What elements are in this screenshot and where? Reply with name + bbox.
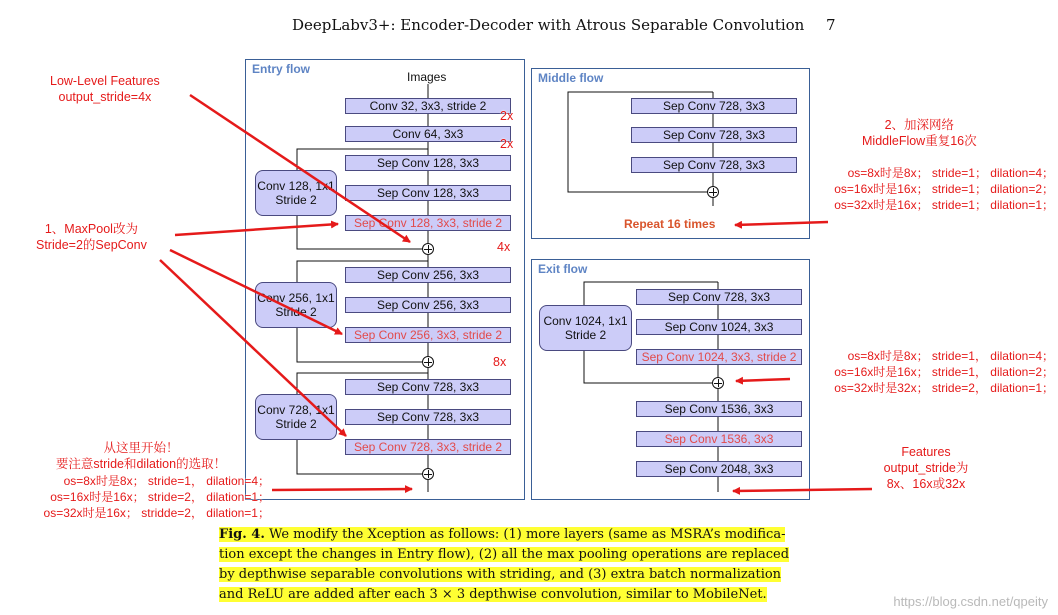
low-level-annotation xyxy=(50,73,160,105)
side-block-line2: Stride 2 xyxy=(275,193,317,207)
annotation-line: os=32x时是32x； stride=2， dilation=1； xyxy=(834,381,1054,395)
annotation-line: output_stride为 xyxy=(883,461,969,475)
entry-flow-title: Entry flow xyxy=(252,62,311,76)
exit-block: Sep Conv 1536, 3x3 xyxy=(636,431,802,447)
middle-block: Sep Conv 728, 3x3 xyxy=(631,98,797,114)
watermark: https://blog.csdn.net/qpeity xyxy=(893,594,1048,609)
caption-line: We modify the Xception as follows: (1) more layers (same as MSRA’s modifica- xyxy=(264,527,786,542)
annotation-line: Features xyxy=(901,445,951,459)
annotation-line: os=8x时是8x； stride=1， dilation=4； xyxy=(847,349,1054,363)
exit-block: Sep Conv 1536, 3x3 xyxy=(636,401,802,417)
side-block-line2: Stride 2 xyxy=(275,417,317,431)
stride-mark: 2x xyxy=(500,109,514,123)
entry-block: Sep Conv 256, 3x3 xyxy=(345,297,511,313)
caption-label: Fig. 4. xyxy=(219,527,265,542)
stride-mark: 8x xyxy=(493,355,507,369)
middle-block: Sep Conv 728, 3x3 xyxy=(631,157,797,173)
annotation-line: 1、MaxPool改为 xyxy=(44,222,138,236)
side-block-line1: Conv 728, 1x1 xyxy=(257,403,335,417)
paper-title: DeepLabv3+: Encoder-Decoder with Atrous Separable Convolution xyxy=(292,16,805,34)
exit-rates-annotation xyxy=(803,348,1054,396)
annotation-line: 8x、16x或32x xyxy=(886,477,966,491)
annotation-line: 要注意stride和dilation的选取！ xyxy=(55,457,227,471)
annotation-line: Low-Level Features xyxy=(50,74,160,88)
stride-mark: 2x xyxy=(500,137,514,151)
caption-line: tion except the changes in Entry flow), (2) all the max pooling operations are replaced xyxy=(219,547,790,562)
annotation-line: output_stride=4x xyxy=(58,90,152,104)
annotation-line: Stride=2的SepConv xyxy=(36,238,147,252)
start-here-annotation xyxy=(36,440,246,472)
side-block-line1: Conv 256, 1x1 xyxy=(257,291,335,305)
annotation-line: MiddleFlow重复16次 xyxy=(862,134,977,148)
features-annotation xyxy=(872,444,980,492)
annotation-line: os=16x时是16x； stride=2， dilation=1； xyxy=(50,490,270,504)
exit-block: Sep Conv 728, 3x3 xyxy=(636,289,802,305)
entry-block: Sep Conv 728, 3x3, stride 2 xyxy=(345,439,511,455)
side-block-line2: Stride 2 xyxy=(564,328,607,342)
annotation-line: 2、加深网络 xyxy=(884,118,955,132)
entry-rates-annotation xyxy=(2,473,270,521)
entry-block: Sep Conv 128, 3x3 xyxy=(345,155,511,171)
figure-caption xyxy=(219,525,839,605)
annotation-line: 从这里开始！ xyxy=(103,441,179,455)
entry-block: Sep Conv 256, 3x3 xyxy=(345,267,511,283)
maxpool-annotation xyxy=(36,221,147,253)
entry-block: Sep Conv 256, 3x3, stride 2 xyxy=(345,327,511,343)
annotation-line: os=16x时是16x； stride=1； dilation=2； xyxy=(834,182,1054,196)
entry-block: Conv 32, 3x3, stride 2 xyxy=(345,98,511,114)
annotation-line: os=8x时是8x； stride=1， dilation=4； xyxy=(63,474,270,488)
entry-block: Sep Conv 728, 3x3 xyxy=(345,379,511,395)
exit-block: Sep Conv 2048, 3x3 xyxy=(636,461,802,477)
exit-block: Sep Conv 1024, 3x3, stride 2 xyxy=(636,349,802,365)
page-number: 7 xyxy=(826,16,836,34)
side-block-line1: Conv 1024, 1x1 xyxy=(543,314,628,328)
stride-mark: 4x xyxy=(497,240,511,254)
entry-block: Sep Conv 128, 3x3 xyxy=(345,185,511,201)
caption-line: by depthwise separable convolutions with striding, and (3) extra batch normalization xyxy=(219,567,782,582)
middle-rates-annotation xyxy=(800,165,1054,213)
entry-block: Sep Conv 728, 3x3 xyxy=(345,409,511,425)
entry-block: Sep Conv 128, 3x3, stride 2 xyxy=(345,215,511,231)
deepen-annotation xyxy=(862,117,977,149)
annotation-line: os=32x时是16x； stridde=2， dilation=1； xyxy=(43,506,270,520)
annotation-line: os=32x时是16x； stride=1； dilation=1； xyxy=(834,198,1054,212)
side-block-line1: Conv 128, 1x1 xyxy=(257,179,335,193)
middle-flow-title: Middle flow xyxy=(538,71,604,85)
annotation-line: os=8x时是8x； stride=1； dilation=4； xyxy=(847,166,1054,180)
entry-block: Conv 64, 3x3 xyxy=(345,126,511,142)
repeat-label: Repeat 16 times xyxy=(624,217,716,231)
middle-block: Sep Conv 728, 3x3 xyxy=(631,127,797,143)
images-label: Images xyxy=(407,70,447,84)
annotation-line: os=16x时是16x； stride=1， dilation=2； xyxy=(834,365,1054,379)
caption-line: and ReLU are added after each 3 × 3 depthwise convolution, similar to MobileNet. xyxy=(219,587,767,602)
exit-block: Sep Conv 1024, 3x3 xyxy=(636,319,802,335)
exit-flow-title: Exit flow xyxy=(538,262,588,276)
side-block-line2: Stride 2 xyxy=(275,305,317,319)
